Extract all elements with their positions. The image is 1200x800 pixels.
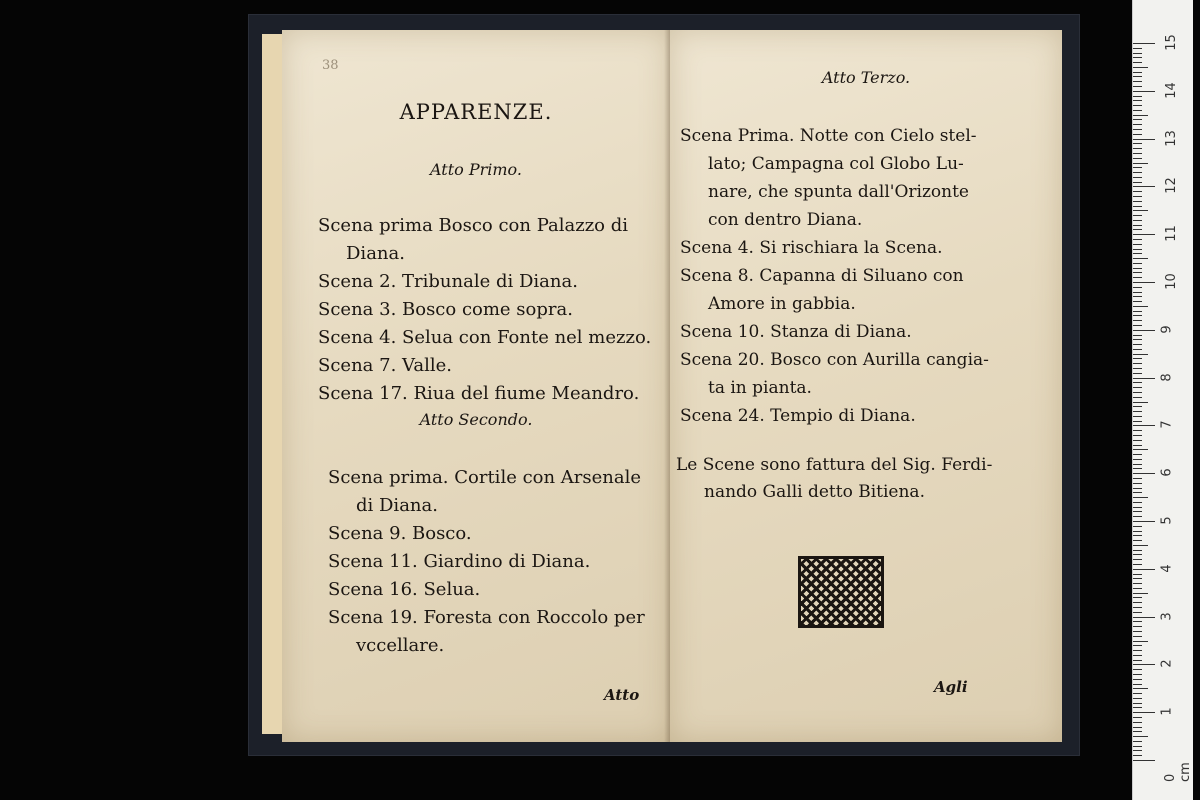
ruler-tick xyxy=(1133,330,1155,331)
ruler-label: 9 xyxy=(1159,325,1175,334)
ruler-tick xyxy=(1133,105,1142,106)
page-heading: APPARENZE. xyxy=(399,100,553,124)
ruler-tick xyxy=(1133,516,1142,517)
ruler-tick xyxy=(1133,349,1142,350)
ruler-tick xyxy=(1133,449,1148,450)
ruler-tick xyxy=(1133,272,1142,273)
ruler-tick xyxy=(1133,425,1155,426)
ruler-tick xyxy=(1133,679,1142,680)
ruler-tick xyxy=(1133,311,1142,312)
scene-entry: Scena 16. Selua. xyxy=(328,579,481,600)
ruler-tick xyxy=(1133,315,1142,316)
ruler-tick xyxy=(1133,382,1142,383)
ruler-tick xyxy=(1133,392,1142,393)
ruler-label: 1 xyxy=(1159,707,1175,716)
scene-entry: Scena 11. Giardino di Diana. xyxy=(328,551,591,572)
ruler-tick xyxy=(1133,153,1142,154)
act-one-title: Atto Primo. xyxy=(430,160,522,179)
ruler-tick xyxy=(1133,421,1142,422)
ruler-tick xyxy=(1133,440,1142,441)
ruler-tick xyxy=(1133,215,1142,216)
ruler-tick xyxy=(1133,717,1142,718)
ruler-tick xyxy=(1133,282,1155,283)
catchword: Agli xyxy=(934,678,968,696)
scene-entry: Scena 4. Selua con Fonte nel mezzo. xyxy=(318,327,652,348)
ruler-label: 14 xyxy=(1163,82,1179,99)
ruler-label: 2 xyxy=(1159,659,1175,669)
ruler-tick xyxy=(1133,521,1155,522)
ruler-tick xyxy=(1133,406,1142,407)
ruler-tick xyxy=(1133,72,1142,73)
ruler-tick xyxy=(1133,244,1142,245)
ruler-tick xyxy=(1133,535,1142,536)
ruler-tick xyxy=(1133,703,1142,704)
ruler-tick xyxy=(1133,674,1142,675)
ruler-tick xyxy=(1133,593,1148,594)
ruler-tick xyxy=(1133,602,1142,603)
ruler-label: 11 xyxy=(1163,225,1179,242)
ruler-tick xyxy=(1133,511,1142,512)
ruler-tick xyxy=(1133,225,1142,226)
ruler-tick xyxy=(1133,368,1142,369)
ruler-tick xyxy=(1133,335,1142,336)
ruler-label: 8 xyxy=(1159,372,1175,382)
ruler-tick xyxy=(1133,636,1142,637)
ruler-tick xyxy=(1133,186,1155,187)
scene-entry: Scena 17. Riua del fiume Meandro. xyxy=(318,383,640,404)
ruler-tick xyxy=(1133,339,1142,340)
ruler-tick xyxy=(1133,707,1142,708)
ruler-label: 7 xyxy=(1159,420,1175,430)
ruler-tick xyxy=(1133,435,1142,436)
ruler-tick xyxy=(1133,86,1142,87)
ruler-tick xyxy=(1133,201,1142,202)
ruler-tick xyxy=(1133,172,1142,173)
ruler-tick xyxy=(1133,206,1142,207)
ruler-tick xyxy=(1133,182,1142,183)
ruler-tick xyxy=(1133,115,1148,116)
ruler-tick xyxy=(1133,191,1142,192)
ruler-tick xyxy=(1133,163,1148,164)
scene-entry: Scena 9. Bosco. xyxy=(328,523,472,544)
ruler-tick xyxy=(1133,43,1155,44)
ruler-tick xyxy=(1133,268,1142,269)
ruler-tick xyxy=(1133,664,1155,665)
ruler-tick xyxy=(1133,750,1142,751)
ruler-tick xyxy=(1133,578,1142,579)
ruler-tick xyxy=(1133,287,1142,288)
ruler-tick xyxy=(1133,497,1148,498)
scene-entry: Scena 7. Valle. xyxy=(318,355,452,376)
ruler-tick xyxy=(1133,641,1148,642)
ruler-tick xyxy=(1133,119,1142,120)
ruler-tick xyxy=(1133,62,1142,63)
ruler-tick xyxy=(1133,210,1148,211)
ruler-tick xyxy=(1133,91,1155,92)
right-page xyxy=(670,30,1062,742)
ruler-tick xyxy=(1133,502,1142,503)
ruler-tick xyxy=(1133,239,1142,240)
scene-entry: Scena 19. Foresta con Roccolo per vccellare. xyxy=(328,607,645,656)
ruler-tick xyxy=(1133,755,1142,756)
ruler-tick xyxy=(1133,48,1142,49)
ruler-tick xyxy=(1133,234,1155,235)
scene-entry: Scena 2. Tribunale di Diana. xyxy=(318,271,578,292)
ruler-tick xyxy=(1133,96,1142,97)
ruler-tick xyxy=(1133,760,1155,761)
ruler-tick xyxy=(1133,492,1142,493)
ruler-tick xyxy=(1133,100,1142,101)
ruler-tick xyxy=(1133,655,1142,656)
ruler-tick xyxy=(1133,134,1142,135)
ruler-tick xyxy=(1133,488,1142,489)
ruler-tick xyxy=(1133,564,1142,565)
ruler-tick xyxy=(1133,621,1142,622)
ruler-tick xyxy=(1133,263,1142,264)
ruler-tick xyxy=(1133,468,1142,469)
ruler-tick xyxy=(1133,650,1142,651)
ruler-tick xyxy=(1133,550,1142,551)
measuring-ruler xyxy=(1132,0,1193,800)
left-page xyxy=(282,30,671,742)
ruler-tick xyxy=(1133,626,1142,627)
ruler-tick xyxy=(1133,731,1142,732)
ruler-tick xyxy=(1133,688,1148,689)
scene-entry-continued: con dentro Diana. xyxy=(708,210,863,230)
ruler-tick xyxy=(1133,617,1155,618)
ruler-tick xyxy=(1133,631,1142,632)
ruler-tick xyxy=(1133,473,1155,474)
ruler-tick xyxy=(1133,736,1148,737)
ruler-tick xyxy=(1133,741,1142,742)
ruler-tick xyxy=(1133,402,1148,403)
page-mark: 38 xyxy=(322,58,339,73)
printer-ornament xyxy=(798,556,884,628)
ruler-tick xyxy=(1133,177,1142,178)
ruler-tick xyxy=(1133,712,1155,713)
ruler-tick xyxy=(1133,669,1142,670)
ruler-tick xyxy=(1133,67,1148,68)
scene-entry: Scena prima Bosco con Palazzo di Diana. xyxy=(318,215,629,264)
ruler-tick xyxy=(1133,483,1142,484)
ruler-tick xyxy=(1133,220,1142,221)
ruler-label: 13 xyxy=(1163,129,1179,147)
ruler-tick xyxy=(1133,612,1142,613)
ruler-tick xyxy=(1133,411,1142,412)
ruler-tick xyxy=(1133,53,1142,54)
scene-entry: Scena 20. Bosco con Aurilla cangia- ta in pianta. xyxy=(680,350,989,398)
ruler-tick xyxy=(1133,167,1142,168)
ruler-tick xyxy=(1133,583,1142,584)
ruler-tick xyxy=(1133,344,1142,345)
ruler-tick xyxy=(1133,320,1142,321)
ruler-tick xyxy=(1133,588,1142,589)
ruler-tick xyxy=(1133,727,1142,728)
ruler-tick xyxy=(1133,129,1142,130)
ruler-tick xyxy=(1133,416,1142,417)
ruler-tick xyxy=(1133,684,1142,685)
ruler-tick xyxy=(1133,445,1142,446)
ruler-tick xyxy=(1133,569,1155,570)
scene-entry: Scena 3. Bosco come sopra. xyxy=(318,299,573,320)
ruler-tick xyxy=(1133,526,1142,527)
ruler-label: 12 xyxy=(1163,177,1179,195)
ruler-tick xyxy=(1133,76,1142,77)
ruler-label: 10 xyxy=(1163,273,1179,290)
ruler-label: 15 xyxy=(1163,34,1179,51)
ruler-tick xyxy=(1133,722,1142,723)
ruler-tick xyxy=(1133,139,1155,140)
scene-entry: Scena 4. Si rischiara la Scena. xyxy=(680,238,943,258)
ruler-tick xyxy=(1133,378,1155,379)
ruler-tick xyxy=(1133,325,1142,326)
ruler-tick xyxy=(1133,464,1142,465)
ruler-tick xyxy=(1133,301,1142,302)
ruler-tick xyxy=(1133,148,1142,149)
ruler-tick xyxy=(1133,660,1142,661)
scene-entry: Scena 10. Stanza di Diana. xyxy=(680,322,912,342)
act-three-scene-list xyxy=(680,122,1060,430)
ruler-tick xyxy=(1133,358,1142,359)
ruler-label: 0 cm xyxy=(1163,762,1193,782)
scenery-credit-note: Le Scene sono fattura del Sig. Ferdi- nando Galli detto Bitiena. xyxy=(676,455,993,502)
ruler-tick xyxy=(1133,124,1142,125)
ruler-label: 4 xyxy=(1159,564,1175,573)
ruler-tick xyxy=(1133,693,1142,694)
ruler-tick xyxy=(1133,554,1142,555)
ruler-tick xyxy=(1133,296,1142,297)
ruler-tick xyxy=(1133,81,1142,82)
act-three-title: Atto Terzo. xyxy=(821,68,911,87)
ruler-tick xyxy=(1133,507,1142,508)
ruler-tick xyxy=(1133,531,1142,532)
ruler-label: 5 xyxy=(1159,516,1175,525)
ruler-tick xyxy=(1133,196,1142,197)
ruler-tick xyxy=(1133,698,1142,699)
ruler-tick xyxy=(1133,277,1142,278)
ruler-label: 3 xyxy=(1159,611,1175,621)
scene-entry: Scena prima. Cortile con Arsenale di Diana. xyxy=(328,467,642,516)
ruler-tick xyxy=(1133,397,1142,398)
ruler-tick xyxy=(1133,249,1142,250)
ruler-tick xyxy=(1133,574,1142,575)
ruler-tick xyxy=(1133,110,1142,111)
ruler-tick xyxy=(1133,258,1148,259)
ruler-tick xyxy=(1133,387,1142,388)
catchword: Atto xyxy=(604,686,640,704)
act-two-title: Atto Secondo. xyxy=(419,410,533,429)
ruler-tick xyxy=(1133,540,1142,541)
ruler-tick xyxy=(1133,143,1142,144)
ruler-tick xyxy=(1133,478,1142,479)
scene-entry-continued: nare, che spunta dall'Orizonte xyxy=(708,182,969,202)
ruler-tick xyxy=(1133,373,1142,374)
ruler-tick xyxy=(1133,292,1142,293)
ruler-tick xyxy=(1133,597,1142,598)
scene-entry: Scena 24. Tempio di Diana. xyxy=(680,406,916,426)
ruler-tick xyxy=(1133,306,1148,307)
ruler-tick xyxy=(1133,354,1148,355)
ruler-label: 6 xyxy=(1159,468,1175,477)
ruler-tick xyxy=(1133,607,1142,608)
ruler-tick xyxy=(1133,57,1142,58)
ruler-tick xyxy=(1133,229,1142,230)
ruler-tick xyxy=(1133,253,1142,254)
ruler-tick xyxy=(1133,746,1142,747)
scene-entry: Scena Prima. Notte con Cielo stel- lato; Campagna col Globo Lu- xyxy=(680,126,977,174)
act-one-scene-list xyxy=(318,212,668,408)
ruler-tick xyxy=(1133,645,1142,646)
ruler-tick xyxy=(1133,158,1142,159)
ruler-tick xyxy=(1133,363,1142,364)
ruler-tick xyxy=(1133,545,1148,546)
scene-entry: Scena 8. Capanna di Siluano con Amore in gabbia. xyxy=(680,266,964,314)
ruler-tick xyxy=(1133,459,1142,460)
ruler-tick xyxy=(1133,454,1142,455)
ruler-tick xyxy=(1133,430,1142,431)
ruler-tick xyxy=(1133,559,1142,560)
act-two-scene-list xyxy=(328,464,668,660)
